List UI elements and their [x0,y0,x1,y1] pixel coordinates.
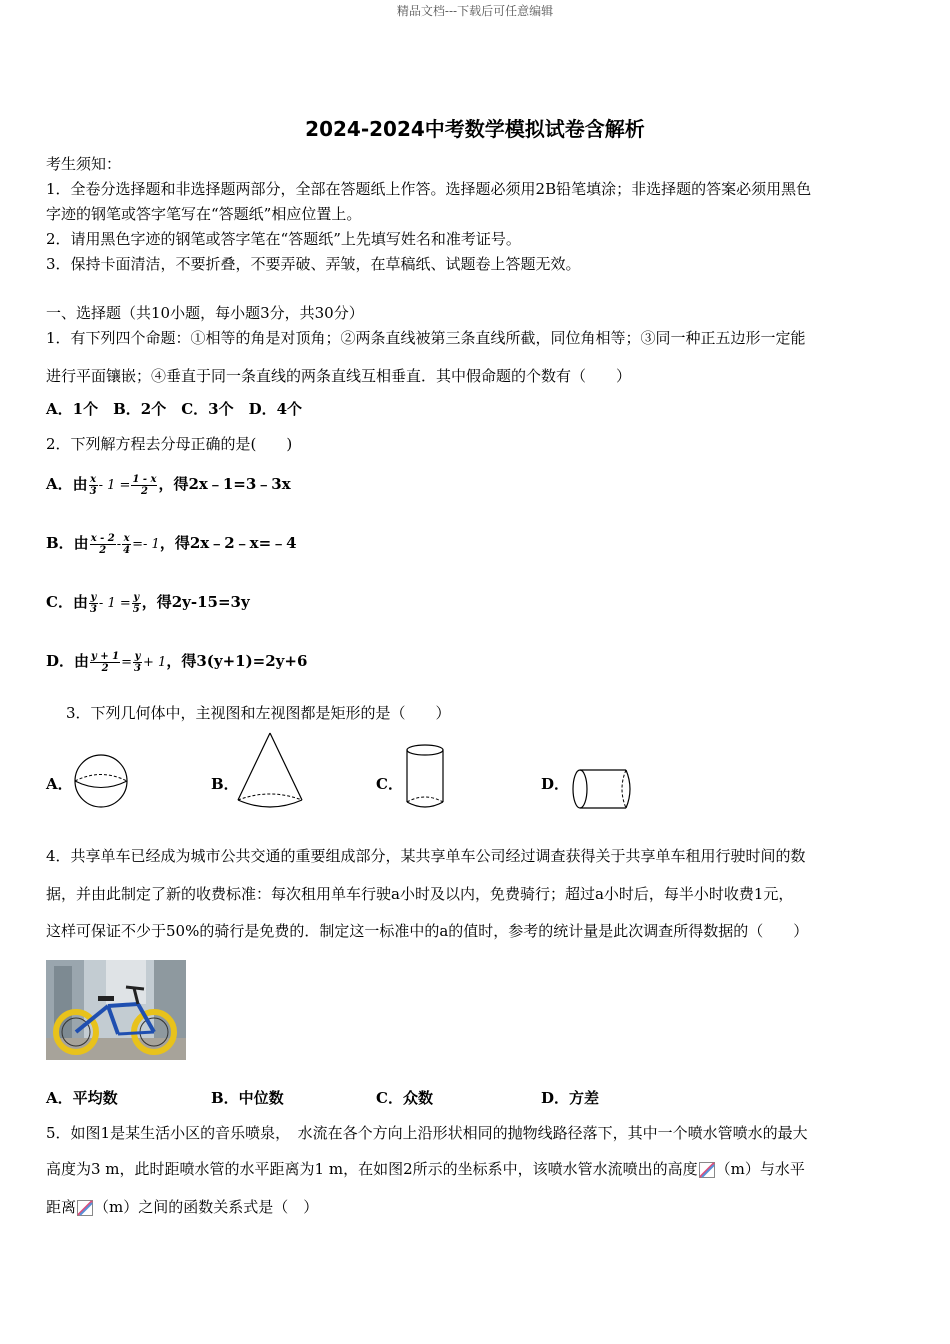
q5-line-2: 高度为3 m，此时距喷水管的水平距离为1 m，在如图2所示的坐标系中，该喷水管水流喷出的高度 （m）与水平 [46,1160,805,1178]
q4-option-a: A．平均数 [46,1089,118,1107]
notice-heading: 考生须知： [46,155,122,173]
q4-option-b: B．中位数 [211,1089,284,1107]
q3-label-b: B． [211,775,239,793]
cylinder-figure [402,742,448,812]
q1-options: A．1个 B．2个 C．3个 D．4个 [46,400,303,418]
fraction: $\frac{x - 2}{2}$ [90,532,115,556]
q4-line-2: 据，并由此制定了新的收费标准：每次租用单车行驶a小时及以内，免费骑行；超过a小时后，每半小时收费1元， [46,885,794,903]
broken-image-icon [699,1162,715,1178]
fraction: $\frac{y}{5}$ [132,591,140,615]
section-heading: 一、选择题（共10小题，每小题3分，共30分） [46,304,364,322]
q5-line-3: 距离 （m）之间的函数关系式是（ ） [46,1198,319,1216]
sphere-figure [72,752,134,810]
q4-option-d: D．方差 [541,1089,600,1107]
notice-line-3: 3．保持卡面清洁，不要折叠，不要弄破、弄皱，在草稿纸、试题卷上答题无效。 [46,255,581,273]
shared-bike-photo [46,960,186,1060]
fraction: $\frac{1 - x}{2}$ [132,473,157,497]
q3-label-d: D． [541,775,570,793]
page-title: 2024-2024中考数学模拟试卷含解析 [305,117,645,141]
watermark: 精品文档---下载后可任意编辑 [396,4,554,18]
q2-option-b: B．由 $\frac{x - 2}{2}$ - $\frac{x}{4}$ =- 1，得2x﹣2﹣x=﹣4 [46,532,297,556]
fraction: $\frac{y + 1}{2}$ [91,650,120,674]
q4-line-1: 4．共享单车已经成为城市公共交通的重要组成部分，某共享单车公司经过调查获得关于共享单车租用行驶时间的数 [46,847,806,865]
cone-figure [234,730,306,812]
q3-label-a: A． [46,775,73,793]
q1-line-2: 进行平面镶嵌；④垂直于同一条直线的两条直线互相垂直．其中假命题的个数有（ ） [46,367,632,385]
q1-line-1: 1．有下列四个命题：①相等的角是对顶角；②两条直线被第三条直线所截，同位角相等；③同一种正五边形一定能 [46,329,806,347]
q2-option-d: D．由 $\frac{y + 1}{2}$ = $\frac{y}{3}$ + 1，得3(y+1)=2y+6 [46,650,308,674]
q4-option-c: C．众数 [376,1089,433,1107]
q2-stem: 2．下列解方程去分母正确的是( ) [46,435,293,453]
fraction: $\frac{x}{4}$ [123,532,131,556]
fraction: $\frac{y}{3}$ [89,591,97,615]
notice-line-1b: 字迹的钢笔或答字笔写在“答题纸”相应位置上。 [46,205,362,223]
fraction: $\frac{x}{3}$ [89,473,97,497]
q4-line-3: 这样可保证不少于50%的骑行是免费的．制定这一标准中的a的值时，参考的统计量是此次调查所得数据的（ ） [46,922,809,940]
q5-line-1: 5．如图1是某生活小区的音乐喷泉， 水流在各个方向上沿形状相同的抛物线路径落下，其中一个喷水管喷水的最大 [46,1124,808,1142]
notice-line-1a: 1．全卷分选择题和非选择题两部分，全部在答题纸上作答。选择题必须用2B铅笔填涂；非选择题的答案必须用黑色 [46,180,812,198]
q3-stem: 3．下列几何体中，主视图和左视图都是矩形的是（ ） [66,704,451,722]
notice-line-2: 2．请用黑色字迹的钢笔或答字笔在“答题纸”上先填写姓名和准考证号。 [46,230,521,248]
fraction: $\frac{y}{3}$ [134,650,142,674]
q2-option-a: A．由 $\frac{x}{3}$ - 1 = $\frac{1 - x}{2}$ ，得2x﹣1=3﹣3x [46,473,291,497]
horizontal-cylinder-figure [568,766,638,812]
q2-option-c: C．由 $\frac{y}{3}$ - 1 = $\frac{y}{5}$ ，得2y-15=3y [46,591,250,615]
broken-image-icon [77,1200,93,1216]
q3-label-c: C． [376,775,403,793]
